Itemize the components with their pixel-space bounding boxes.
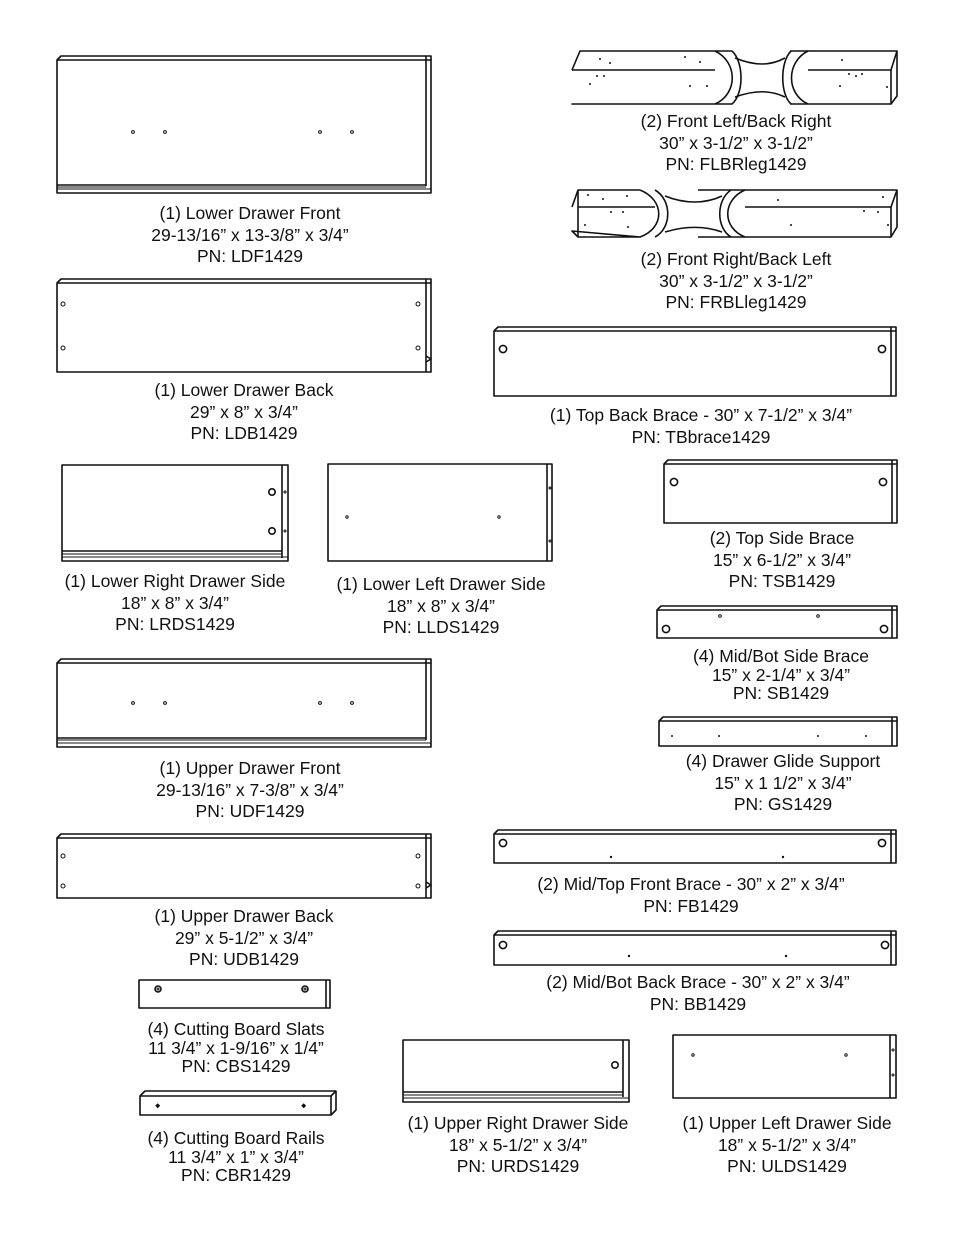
front-left-back-right-leg-caption xyxy=(596,111,876,176)
part-number: PN: GS1429 xyxy=(733,794,833,814)
lower-drawer-back-drawing xyxy=(57,279,431,372)
mid-bot-back-brace-drawing xyxy=(494,931,896,965)
top-back-brace-caption xyxy=(526,405,876,448)
mid-top-front-brace-caption xyxy=(516,874,866,917)
top-side-brace-caption xyxy=(662,528,902,593)
part-name: (4) Cutting Board Slats xyxy=(147,1019,325,1039)
upper-drawer-front-caption xyxy=(100,758,400,823)
part-number: PN: TBbrace1429 xyxy=(631,426,771,447)
part-dimensions: 18” x 8” x 3/4” xyxy=(121,592,229,613)
part-number: PN: LLDS1429 xyxy=(382,617,500,637)
part-name: (1) Upper Right Drawer Side xyxy=(407,1113,629,1133)
part-number: PN: BB1429 xyxy=(649,993,747,1014)
part-dimensions: 30” x 3-1/2” x 3-1/2” xyxy=(659,270,813,291)
part-name: (2) Mid/Top Front Brace - 30” x 2” x 3/4” xyxy=(537,874,845,894)
part-dimensions: 18” x 8” x 3/4” xyxy=(387,595,495,616)
upper-right-drawer-side-drawing xyxy=(403,1040,629,1102)
part-name: (1) Lower Drawer Back xyxy=(154,380,334,400)
part-dimensions: 29-13/16” x 13-3/8” x 3/4” xyxy=(151,224,349,245)
part-name: (4) Drawer Glide Support xyxy=(685,751,881,771)
cutting-board-slats-caption xyxy=(116,1020,356,1076)
mid-bot-side-brace-caption xyxy=(656,647,906,703)
lower-drawer-front-caption xyxy=(100,203,400,268)
mid-bot-back-brace-caption xyxy=(523,972,873,1015)
part-dimensions: 15” x 6-1/2” x 3/4” xyxy=(712,549,852,570)
cutting-board-rails-caption xyxy=(116,1129,356,1185)
lower-left-drawer-side-drawing xyxy=(328,464,552,561)
front-right-back-left-leg-caption xyxy=(596,249,876,314)
lower-left-drawer-side-caption xyxy=(301,574,581,639)
part-name: (2) Front Left/Back Right xyxy=(640,111,832,131)
part-number: PN: FLBRleg1429 xyxy=(665,154,807,174)
part-dimensions: 29” x 5-1/2” x 3/4” xyxy=(174,927,314,948)
part-name: (1) Lower Right Drawer Side xyxy=(64,571,286,591)
part-number: PN: SB1429 xyxy=(732,683,830,703)
lower-right-drawer-side-caption xyxy=(35,571,315,636)
part-name: (1) Top Back Brace - 30” x 7-1/2” x 3/4” xyxy=(549,405,853,425)
upper-drawer-back-caption xyxy=(94,906,394,971)
part-name: (1) Upper Drawer Back xyxy=(154,906,334,926)
cutting-board-slats-drawing xyxy=(139,980,330,1008)
upper-left-drawer-side-drawing xyxy=(673,1035,896,1098)
part-name: (4) Cutting Board Rails xyxy=(147,1128,325,1148)
part-number: PN: ULDS1429 xyxy=(727,1156,847,1176)
upper-left-drawer-side-caption xyxy=(656,1113,918,1178)
part-name: (2) Mid/Bot Back Brace - 30” x 2” x 3/4” xyxy=(546,972,850,992)
front-right-back-left-leg-drawing xyxy=(572,190,897,237)
part-number: PN: URDS1429 xyxy=(456,1156,580,1176)
part-dimensions: 15” x 1 1/2” x 3/4” xyxy=(714,772,852,793)
part-dimensions: 30” x 3-1/2” x 3-1/2” xyxy=(659,132,813,153)
top-side-brace-drawing xyxy=(664,460,897,523)
mid-bot-side-brace-drawing xyxy=(657,606,897,638)
part-dimensions: 29” x 8” x 3/4” xyxy=(190,401,298,422)
part-number: PN: LRDS1429 xyxy=(115,614,235,634)
cutting-board-rails-drawing xyxy=(140,1091,336,1115)
part-number: PN: LDF1429 xyxy=(196,246,304,266)
part-dimensions: 15” x 2-1/4” x 3/4” xyxy=(711,664,851,685)
part-name: (1) Lower Drawer Front xyxy=(159,203,341,223)
part-name: (4) Mid/Bot Side Brace xyxy=(692,646,870,666)
part-dimensions: 18” x 5-1/2” x 3/4” xyxy=(448,1134,588,1155)
drawer-glide-support-drawing xyxy=(659,717,897,746)
part-name: (1) Upper Left Drawer Side xyxy=(682,1113,892,1133)
part-dimensions: 18” x 5-1/2” x 3/4” xyxy=(717,1134,857,1155)
top-back-brace-drawing xyxy=(494,327,896,396)
upper-drawer-front-drawing xyxy=(57,659,431,747)
part-number: PN: TSB1429 xyxy=(728,571,836,591)
mid-top-front-brace-drawing xyxy=(494,830,896,863)
part-number: PN: UDB1429 xyxy=(189,949,299,969)
lower-drawer-back-caption xyxy=(94,380,394,445)
part-number: PN: FB1429 xyxy=(643,895,739,916)
part-dimensions: 11 3/4” x 1-9/16” x 1/4” xyxy=(148,1037,324,1058)
part-name: (2) Top Side Brace xyxy=(709,528,855,548)
part-number: PN: UDF1429 xyxy=(195,801,305,821)
part-number: PN: CBR1429 xyxy=(181,1165,291,1185)
part-name: (1) Upper Drawer Front xyxy=(159,758,341,778)
part-number: PN: CBS1429 xyxy=(181,1056,291,1076)
part-dimensions: 11 3/4” x 1” x 3/4” xyxy=(168,1146,304,1167)
part-number: PN: LDB1429 xyxy=(190,423,298,443)
upper-drawer-back-drawing xyxy=(57,834,431,898)
part-number: PN: FRBLleg1429 xyxy=(665,292,807,312)
part-name: (2) Front Right/Back Left xyxy=(640,249,832,269)
lower-right-drawer-side-drawing xyxy=(62,465,288,561)
part-dimensions: 29-13/16” x 7-3/8” x 3/4” xyxy=(156,779,344,800)
part-name: (1) Lower Left Drawer Side xyxy=(336,574,546,594)
upper-right-drawer-side-caption xyxy=(378,1113,658,1178)
lower-drawer-front-drawing xyxy=(57,56,431,193)
front-left-back-right-leg-drawing xyxy=(572,51,897,104)
drawer-glide-support-caption xyxy=(658,751,908,816)
